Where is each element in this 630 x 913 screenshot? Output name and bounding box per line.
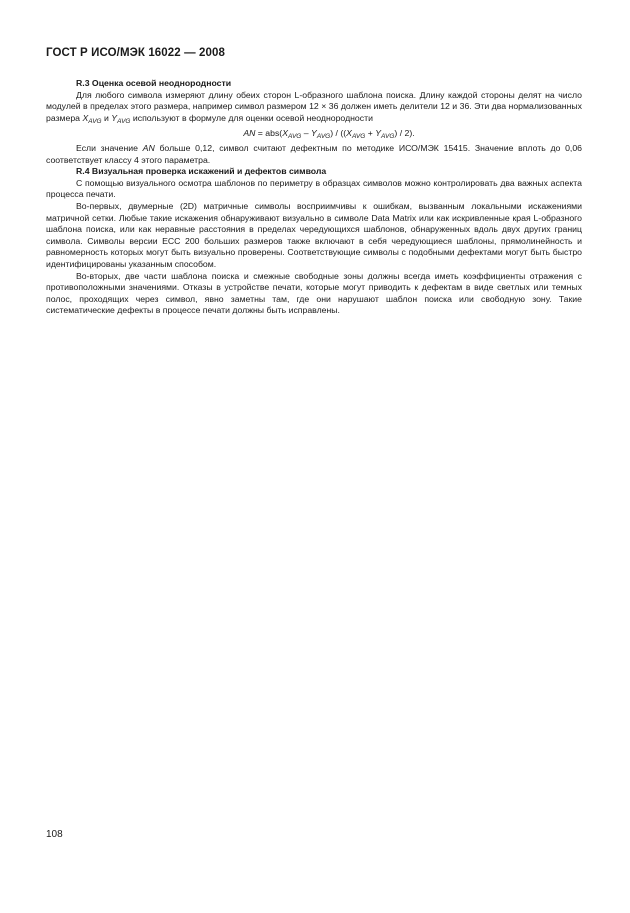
formula-part: ) / (( xyxy=(330,128,347,139)
section-title-r4: R.4 Визуальная проверка искажений и дефектов символа xyxy=(76,166,327,177)
text-run: используют в формуле для оценки осевой неоднородности xyxy=(130,112,373,123)
section-title-r3: R.3 Оценка осевой неоднородности xyxy=(76,78,232,88)
paragraph-r4-2: Во-первых, двумерные (2D) матричные символы восприимчивы к ошибкам, вызванным локальными искажениями матричной сетки. Любые такие искажения обнаруживают визуально в символе Data Matrix или как искривленные края L-образного шаблона поиска, или как неравные расстояния в пределах чередующихся шаблонов, обнаруженных вдоль двух других границ символа. Символы версии ЕСС 200 больших размеров также включают в себя чередующиеся шаблоны, прямолинейность и равномерность которых могут быть визуально проверены. Соответствующие символы с подобными дефектами могут быть быстро идентифицированы указанным способом. xyxy=(46,200,582,269)
document-header: ГОСТ Р ИСО/МЭК 16022 — 2008 xyxy=(46,47,225,59)
formula-sub: AVG xyxy=(316,133,331,141)
paragraph-r3-2 xyxy=(46,143,582,166)
paragraph-r3-1 xyxy=(46,90,582,125)
formula-part: ) / 2). xyxy=(394,128,415,139)
formula-x: X xyxy=(282,128,288,139)
var-an: AN xyxy=(142,142,155,153)
sub-avg: AVG xyxy=(117,117,131,125)
formula-part: = abs( xyxy=(255,128,283,139)
text-run: Для любого символа измеряют длину обеих сторон L-образного шаблона поиска. Длину каждой стороны делят на число модулей в пределах этого размера, например символ размером 12 × 36 должен иметь делители 12 и 36. Эти два нормализованных размера xyxy=(46,89,582,123)
formula-x: X xyxy=(346,128,352,139)
formula-y: Y xyxy=(375,128,382,139)
formula-sub: AVG xyxy=(381,133,395,141)
page-number: 108 xyxy=(46,829,63,840)
formula-part: + xyxy=(365,128,376,139)
formula-sub: AVG xyxy=(288,133,302,141)
document-body xyxy=(46,78,582,317)
text-run: Если значение xyxy=(76,142,143,153)
paragraph-r4-1: С помощью визуального осмотра шаблонов по периметру в образцах символов можно контролировать два важных аспекта процесса печати. xyxy=(46,177,582,200)
var-y: Y xyxy=(111,112,118,123)
formula xyxy=(76,128,582,140)
formula-sub: AVG xyxy=(351,133,366,141)
formula-y: Y xyxy=(311,128,317,139)
var-x: X xyxy=(82,112,89,123)
sub-avg: AVG xyxy=(88,117,102,125)
text-run: больше 0,12, символ считают дефектным по методике ИСО/МЭК 15415. Значение вплоть до 0,06 соответствует классу 4 этого параметра. xyxy=(46,142,582,165)
formula-an: AN xyxy=(243,128,256,139)
paragraph-r4-3: Во-вторых, две части шаблона поиска и смежные свободные зоны должны всегда иметь коэффициенты отражения с противоположными значениями. Отказы в устройстве печати, которые могут приводить к дефектам в виде светлых или темных полос, проходящих через символ, явно заметны там, где они нарушают шаблон поиска или свободную зону. Такие систематические дефекты в процессе печати должны быть исправлены. xyxy=(46,270,582,316)
text-run: и xyxy=(101,112,112,123)
formula-part: – xyxy=(301,128,312,139)
